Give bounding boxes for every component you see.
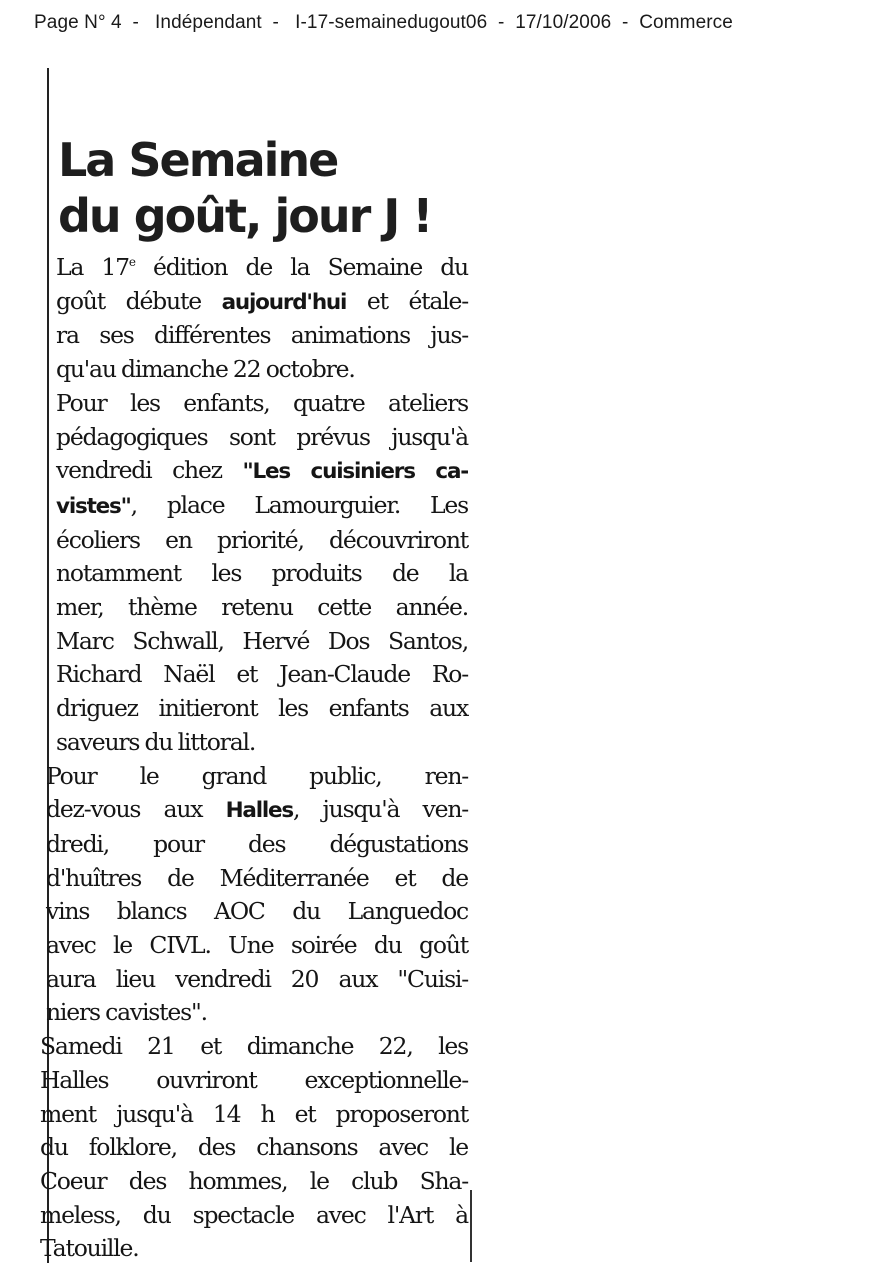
bold-text: "Les cuisiniers ca-: [242, 459, 468, 485]
text-line: vins blancs AOC du Languedoc: [46, 897, 468, 926]
text-line: dez-vous aux Halles, jusqu'à ven-: [46, 795, 468, 824]
paragraph-1: [40, 251, 468, 387]
text-line: Samedi 21 et dimanche 22, les: [40, 1032, 468, 1061]
bold-text: Halles: [225, 798, 294, 824]
text-line: dredi, pour des dégustations: [46, 829, 468, 858]
text-line: Tatouille.: [40, 1234, 139, 1263]
text-line: d'huîtres de Méditerranée et de: [46, 863, 468, 892]
text-line: écoliers en priorité, découvriront: [56, 525, 468, 554]
text-line: notamment les produits de la: [56, 559, 468, 588]
text-line: La 17e édition de la Semaine du: [56, 253, 468, 281]
text-line: pédagogiques sont prévus jusqu'à: [56, 422, 468, 451]
text-line: driguez initieront les enfants aux: [56, 694, 468, 723]
column-rule-right: [470, 1190, 472, 1262]
text-line: Pour le grand public, ren-: [46, 761, 468, 790]
text-line: Marc Schwall, Hervé Dos Santos,: [56, 626, 468, 655]
text-line: ra ses différentes animations jus-: [56, 321, 468, 350]
text-line: du folklore, des chansons avec le: [40, 1133, 468, 1162]
paragraph-3: [40, 760, 468, 1031]
text-line: saveurs du littoral.: [56, 727, 256, 756]
page-header-metadata: Page N° 4 - Indépendant - I-17-semainedugout06 - 17/10/2006 - Commerce: [34, 12, 733, 33]
paragraph-2: [40, 387, 468, 760]
text-line: vendredi chez "Les cuisiniers ca-: [56, 456, 468, 485]
article-body: [40, 251, 468, 1266]
bold-text: vistes": [56, 493, 131, 519]
text-line: aura lieu vendredi 20 aux "Cuisi-: [46, 964, 468, 993]
text-line: ment jusqu'à 14 h et proposeront: [40, 1099, 468, 1128]
text-line: niers cavistes".: [46, 998, 207, 1027]
headline-line-1: La Semaine: [58, 133, 338, 187]
bold-text: aujourd'hui: [221, 289, 347, 315]
text-line: Richard Naël et Jean-Claude Ro-: [56, 660, 468, 689]
article-headline: [58, 132, 431, 244]
text-line: avec le CIVL. Une soirée du goût: [46, 931, 468, 960]
text-line: mer, thème retenu cette année.: [56, 593, 468, 622]
text-line: goût débute aujourd'hui et étale-: [56, 286, 468, 315]
text-line: Coeur des hommes, le club Sha-: [40, 1166, 468, 1195]
text-line: qu'au dimanche 22 octobre.: [56, 355, 355, 384]
text-line: vistes", place Lamourguier. Les: [56, 490, 468, 519]
text-line: meless, du spectacle avec l'Art à: [40, 1200, 468, 1229]
ordinal-superscript: e: [128, 255, 135, 269]
headline-line-2: du goût, jour J !: [58, 189, 432, 243]
text-line: Pour les enfants, quatre ateliers: [56, 388, 468, 417]
text-line: Halles ouvriront exceptionnelle-: [40, 1065, 468, 1094]
paragraph-4: [40, 1030, 468, 1266]
